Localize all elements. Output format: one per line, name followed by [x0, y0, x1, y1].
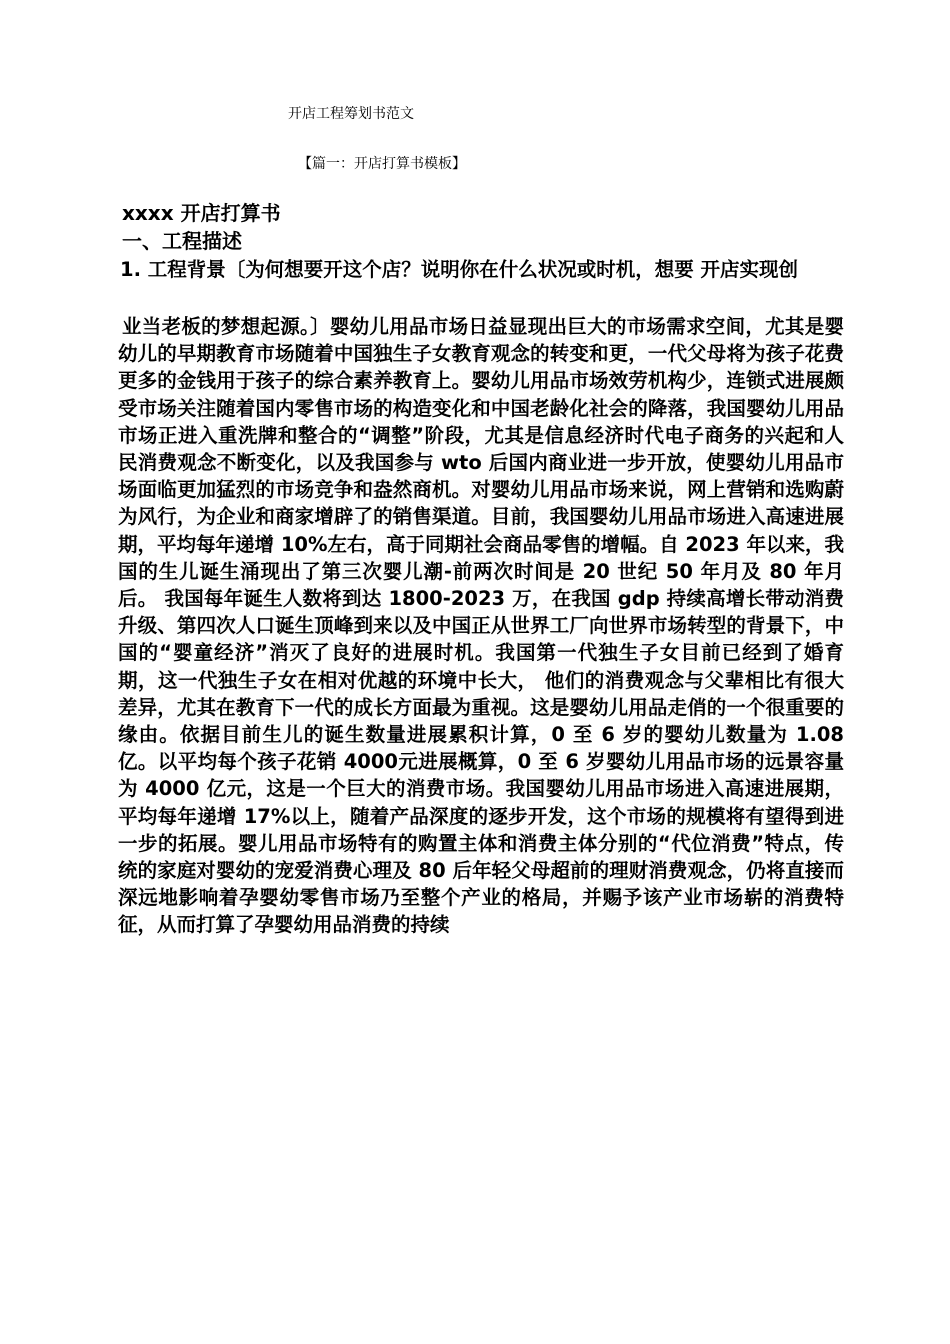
plan-title: xxxx 开店打算书	[122, 201, 281, 225]
item-heading: 1. 工程背景〔为何想要开这个店？说明你在什么状况或时机，想要 开店实现创	[120, 258, 799, 281]
document-subtitle: 【篇一：开店打算书模板】	[298, 156, 466, 172]
body-paragraph: 业当老板的梦想起源。〕婴幼儿用品市场日益显现出巨大的市场需求空间，尤其是婴幼儿的早期教育市场随着中国独生子女教育观念的转变和更，一代父母将为孩子花费更多的金钱用于孩子的综合素养教育上。婴幼儿用品市场效劳机构少，连锁式进展颇受市场关注随着国内零售市场的构造变化和中国老龄化社会的降落，我国婴幼儿用品市场正进入重洗牌和整合的“调整”阶段，尤其是信息经济时代电子商务的兴起和人民消费观念不断变化，以及我国参与 wto 后国内商业进一步开放，使婴幼儿用品市场面临更加猛烈的市场竞争和盎然商机。对婴幼儿用品市场来说，网上营销和选购蔚为风行，为企业和商家增辟了的销售渠道。目前，我国婴幼儿用品市场进入高速进展期，平均每年递增 10%左右，高于同期社会商品零售的增幅。自 2023 年以来，我国的生儿诞生涌现出了第三次婴儿潮-前两次时间是 20 世纪 50 年月及 80 年月后。 我国每年诞生人数将到达 1800-2023 万，在我国 gdp 持续高增长带动消费升级、第四次人口诞生顶峰到来以及中国正从世界工厂向世界市场转型的背景下，中国的“婴童经济”消灭了良好的进展时机。我国第一代独生子女目前已经到了婚育期，这一代独生子女在相对优越的环境中长大， 他们的消费观念与父辈相比有很大差异，尤其在教育下一代的成长方面最为重视。这是婴幼儿用品走俏的一个很重要的缘由。依据目前生儿的诞生数量进展累积计算，0 至 6 岁的婴幼儿数量为 1.08 亿。以平均每个孩子花销 4000元进展概算，0 至 6 岁婴幼儿用品市场的远景容量为 4000 亿元，这是一个巨大的消费市场。我国婴幼儿用品市场进入高速进展期，平均每年递增 17%以上，随着产品深度的逐步开发，这个市场的规模将有望得到进一步的拓展。婴儿用品市场特有的购置主体和消费主体分别的“代位消费”特点，传统的家庭对婴幼的宠爱消费心理及 80 后年轻父母超前的理财消费观念，仍将直接而深远地影响着孕婴幼零售市场乃至整个产业的格局，并赐予该产业市场崭的消费特征，从而打算了孕婴幼用品消费的持续	[118, 315, 844, 937]
section-heading: 一、工程描述	[122, 229, 242, 253]
document-title: 开店工程筹划书范文	[288, 106, 414, 122]
